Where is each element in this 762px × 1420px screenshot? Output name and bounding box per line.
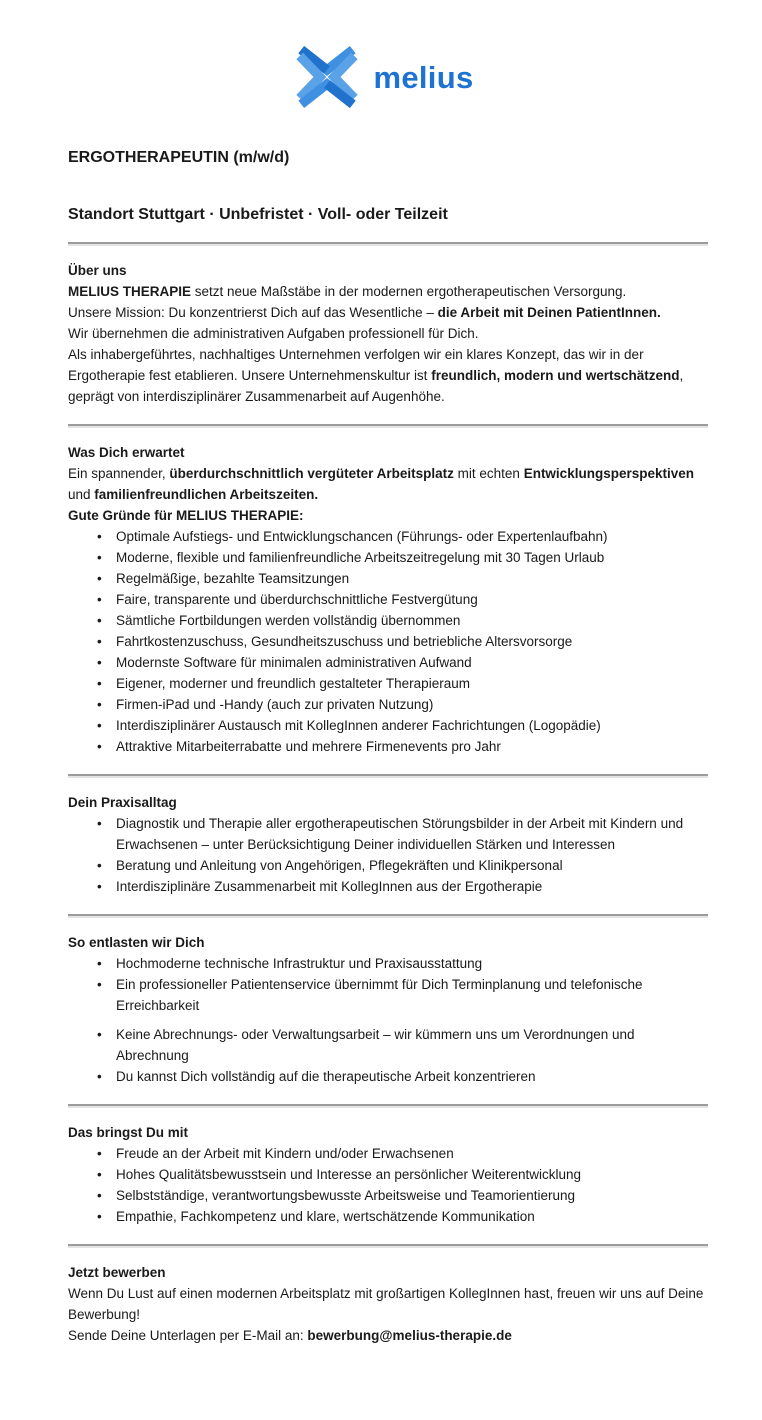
bullet-item bbox=[68, 1066, 708, 1087]
section-heading: Das bringst Du mit bbox=[68, 1125, 189, 1140]
text-run: Eigener, moderner und freundlich gestalteter Therapieraum bbox=[116, 676, 470, 691]
job-meta-line: Standort Stuttgart · Unbefristet · Voll- oder Teilzeit bbox=[68, 206, 448, 223]
section-body bbox=[68, 281, 708, 407]
paragraph bbox=[68, 302, 708, 323]
text-run: familienfreundlichen Arbeitszeiten. bbox=[94, 487, 319, 502]
text-run: Hohes Qualitätsbewusstsein und Interesse an persönlicher Weiterentwicklung bbox=[116, 1167, 581, 1182]
text-run: Interdisziplinäre Zusammenarbeit mit KollegInnen aus der Ergotherapie bbox=[116, 879, 543, 894]
bullet-item bbox=[68, 813, 708, 855]
section-heading: Was Dich erwartet bbox=[68, 445, 185, 460]
text-run: Faire, transparente und überdurchschnittliche Festvergütung bbox=[116, 592, 478, 607]
text-run: Fahrtkostenzuschuss, Gesundheitszuschuss und betriebliche Altersvorsorge bbox=[116, 634, 573, 649]
text-run: setzt neue Maßstäbe in der modernen ergotherapeutischen Versorgung. bbox=[191, 284, 627, 299]
bullet-item bbox=[68, 1024, 708, 1066]
bullet-item bbox=[68, 547, 708, 568]
bullet-item bbox=[68, 1164, 708, 1185]
text-run: Diagnostik und Therapie aller ergotherapeutischen Störungsbilder in der Arbeit mit Kindern und Erwachsenen – unter Berücksichtigung Deiner individuellen Stärken und Interessen bbox=[116, 816, 684, 852]
text-run: die Arbeit mit Deinen PatientInnen. bbox=[437, 305, 661, 320]
bullet-item bbox=[68, 652, 708, 673]
company-logo bbox=[68, 38, 694, 116]
text-run: Optimale Aufstiegs- und Entwicklungschancen (Führungs- oder Expertenlaufbahn) bbox=[116, 529, 608, 544]
section-body bbox=[68, 1283, 708, 1346]
section-divider bbox=[68, 914, 708, 918]
text-run: Empathie, Fachkompetenz und klare, wertschätzende Kommunikation bbox=[116, 1209, 535, 1224]
bullet-item bbox=[68, 953, 708, 974]
text-run: Moderne, flexible und familienfreundliche Arbeitszeitregelung mit 30 Tagen Urlaub bbox=[116, 550, 605, 565]
melius-x-icon bbox=[288, 38, 366, 116]
bullet-item bbox=[68, 876, 708, 897]
text-run: Unsere Mission: Du konzentrierst Dich auf das Wesentliche – bbox=[68, 305, 438, 320]
text-run: Attraktive Mitarbeiterrabatte und mehrere Firmenevents pro Jahr bbox=[116, 739, 501, 754]
section-divider bbox=[68, 774, 708, 778]
logo-wordmark: melius bbox=[373, 59, 474, 95]
bullet-item bbox=[68, 568, 708, 589]
document-section bbox=[68, 424, 708, 757]
text-run: bewerbung@melius-therapie.de bbox=[307, 1328, 512, 1343]
text-run: freundlich, modern und wertschätzend bbox=[431, 368, 680, 383]
page-title: ERGOTHERAPEUTIN (m/w/d) bbox=[68, 149, 290, 166]
text-run: Wenn Du Lust auf einen modernen Arbeitsplatz mit großartigen KollegInnen hast, freuen wir uns auf Deine Bewerbung! bbox=[68, 1286, 704, 1322]
bullet-item bbox=[68, 589, 708, 610]
text-run: Freude an der Arbeit mit Kindern und/oder Erwachsenen bbox=[116, 1146, 454, 1161]
section-divider bbox=[68, 424, 708, 428]
section-heading: Dein Praxisalltag bbox=[68, 795, 177, 810]
paragraph bbox=[68, 1283, 708, 1325]
bullet-item bbox=[68, 974, 708, 1016]
text-run: und bbox=[68, 487, 95, 502]
section-heading: Jetzt bewerben bbox=[68, 1265, 166, 1280]
text-run: mit echten bbox=[453, 466, 524, 481]
section-body bbox=[68, 1143, 708, 1227]
bullet-list bbox=[68, 813, 708, 897]
document-section bbox=[68, 242, 708, 407]
paragraph bbox=[68, 344, 708, 407]
text-run: Beratung und Anleitung von Angehörigen, Pflegekräften und Klinikpersonal bbox=[116, 858, 563, 873]
text-run: , geprägt von interdisziplinärer Zusammenarbeit auf Augenhöhe. bbox=[68, 368, 684, 404]
text-run: Hochmoderne technische Infrastruktur und Praxisausstattung bbox=[116, 956, 483, 971]
bullet-item bbox=[68, 673, 708, 694]
text-run: Gute Gründe für MELIUS THERAPIE: bbox=[68, 508, 304, 523]
text-run: Ein professioneller Patientenservice übernimmt für Dich Terminplanung und telefonische Erreichbarkeit bbox=[116, 977, 643, 1013]
document-section bbox=[68, 914, 708, 1087]
bullet-list bbox=[68, 953, 708, 1087]
section-body bbox=[68, 813, 708, 897]
paragraph bbox=[68, 1325, 708, 1346]
text-run: Du kannst Dich vollständig auf die therapeutische Arbeit konzentrieren bbox=[116, 1069, 536, 1084]
text-run: Regelmäßige, bezahlte Teamsitzungen bbox=[116, 571, 350, 586]
section-body bbox=[68, 953, 708, 1087]
document-section bbox=[68, 774, 708, 897]
text-run: Selbstständige, verantwortungsbewusste Arbeitsweise und Teamorientierung bbox=[116, 1188, 576, 1203]
text-run: Interdisziplinärer Austausch mit KollegInnen anderer Fachrichtungen (Logopädie) bbox=[116, 718, 601, 733]
bullet-list bbox=[68, 526, 708, 757]
section-body bbox=[68, 463, 708, 757]
bullet-list bbox=[68, 1143, 708, 1227]
sections bbox=[68, 242, 708, 1346]
text-run: Entwicklungsperspektiven bbox=[523, 466, 694, 481]
section-heading: So entlasten wir Dich bbox=[68, 935, 205, 950]
text-run: Ein spannender, bbox=[68, 466, 170, 481]
document-section bbox=[68, 1244, 708, 1346]
bullet-item bbox=[68, 526, 708, 547]
section-heading: Über uns bbox=[68, 263, 127, 278]
paragraph bbox=[68, 323, 708, 344]
section-divider bbox=[68, 242, 708, 246]
bullet-item bbox=[68, 610, 708, 631]
text-run: Wir übernehmen die administrativen Aufgaben professionell für Dich. bbox=[68, 326, 479, 341]
bullet-item bbox=[68, 736, 708, 757]
bullet-item bbox=[68, 694, 708, 715]
text-run: Als inhabergeführtes, nachhaltiges Unternehmen verfolgen wir ein klares Konzept, das wir in der Ergotherapie fest etablieren. Unsere Unternehmenskultur ist bbox=[68, 347, 644, 383]
bullet-item bbox=[68, 715, 708, 736]
text-run: Sämtliche Fortbildungen werden vollständig übernommen bbox=[116, 613, 461, 628]
text-run: Firmen-iPad und -Handy (auch zur privaten Nutzung) bbox=[116, 697, 434, 712]
section-divider bbox=[68, 1104, 708, 1108]
section-divider bbox=[68, 1244, 708, 1248]
document-section bbox=[68, 1104, 708, 1227]
bullet-item bbox=[68, 1185, 708, 1206]
bullet-item bbox=[68, 855, 708, 876]
text-run: MELIUS THERAPIE bbox=[68, 284, 192, 299]
bullet-item bbox=[68, 1143, 708, 1164]
bullet-item bbox=[68, 1206, 708, 1227]
text-run: Modernste Software für minimalen administrativen Aufwand bbox=[116, 655, 472, 670]
text-run: Sende Deine Unterlagen per E-Mail an: bbox=[68, 1328, 308, 1343]
paragraph bbox=[68, 281, 708, 302]
bullet-item bbox=[68, 631, 708, 652]
paragraph bbox=[68, 505, 708, 526]
text-run: überdurchschnittlich vergüteter Arbeitsplatz bbox=[169, 466, 454, 481]
paragraph bbox=[68, 463, 708, 505]
text-run: Keine Abrechnungs- oder Verwaltungsarbeit – wir kümmern uns um Verordnungen und Abrechnung bbox=[116, 1027, 635, 1063]
